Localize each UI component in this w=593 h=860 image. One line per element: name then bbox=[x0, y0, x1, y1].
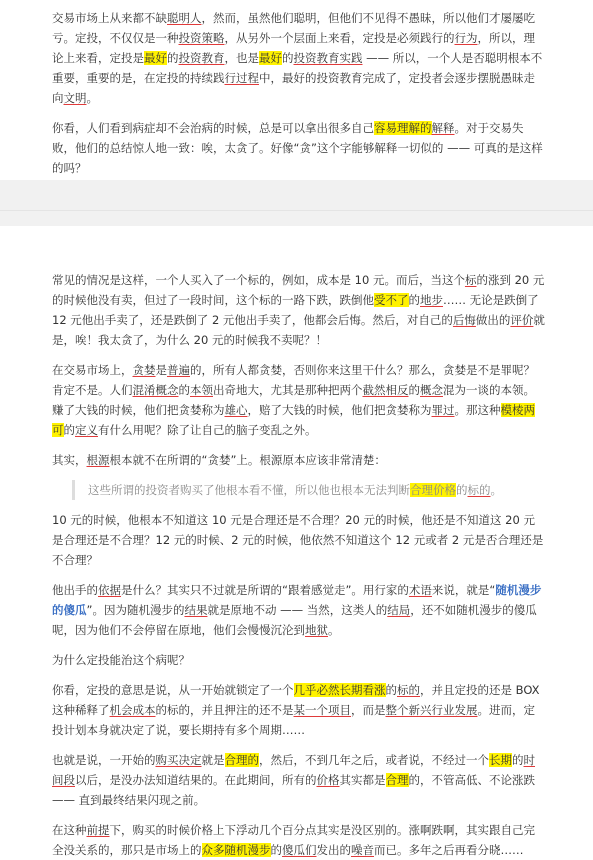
underlined-term: 噪音 bbox=[351, 843, 374, 857]
text-run: 出奇地大，尤其是那种把两个 bbox=[213, 383, 363, 397]
text-run: 而已。多年之后再看分晓…… bbox=[374, 843, 524, 857]
text-run: 的 bbox=[270, 843, 282, 857]
highlighted-term: 最好 bbox=[144, 51, 167, 65]
text-run: 。 bbox=[86, 91, 98, 105]
text-run: 在这种 bbox=[52, 823, 87, 837]
underlined-term: 整个新兴行业发展 bbox=[385, 703, 478, 717]
text-run: 。对于交易失败，他们的总结惊人地一致：唉，太贪了。好像“贪”这个字能够解释一切似的 —— 可真的是这样的吗？ bbox=[52, 121, 543, 175]
article-block-top bbox=[0, 0, 593, 180]
underlined-term: 依据 bbox=[98, 583, 121, 597]
text-run: —— 所以，一个人是否聪明根本不重要，重要的是，在定投的持续践 bbox=[52, 51, 543, 85]
underlined-term: 结果 bbox=[184, 603, 208, 617]
paragraph bbox=[52, 510, 545, 570]
underlined-term: 普遍 bbox=[167, 363, 190, 377]
text-run: 。 bbox=[328, 623, 340, 637]
underlined-term: 概念 bbox=[420, 383, 443, 397]
text-run: …… 无论是跌倒了 12 元他出手卖了，还是跌倒了 2 元他出手卖了，他都会后悔。然后，对自己的 bbox=[52, 293, 539, 327]
text-run: 常见的情况是这样，一个人买入了一个标的，例如，成本是 10 元。而后，当这个 bbox=[52, 273, 465, 287]
highlighted-term: 合理价格 bbox=[410, 483, 456, 497]
highlighted-term: 合理的 bbox=[224, 753, 259, 767]
paragraph bbox=[52, 360, 545, 440]
text-run: 。进而，定投计划本身就决定了说，要长期持有多个周期…… bbox=[52, 703, 535, 737]
text-run: 的 bbox=[63, 423, 75, 437]
text-run: ，赔了大钱的时候，他们把贪婪称为 bbox=[247, 403, 432, 417]
text-run: ，还不如随机漫步的傻瓜呢，因为他们不会停留在原地，他们会慢慢沉沦到 bbox=[52, 603, 537, 637]
text-run: 10 元的时候，他根本不知道这 10 元是合理还是不合理？20 元的时候，他还是不知道这 20 元是合理还是不合理？12 元的时候、2 元的时候，他依然不知道这个 12 元或者 2 元是否合理还是不合理？ bbox=[52, 513, 544, 567]
text-run: 中，最好的投资教育完成了，定投者会逐步摆脱愚昧走向 bbox=[52, 71, 535, 105]
text-run: 来说，就是“ bbox=[431, 583, 496, 597]
underlined-term: 定义 bbox=[75, 423, 98, 437]
text-run: 。 bbox=[490, 483, 502, 497]
text-run: ，从另外一个层面上来看，定投是必须践行的 bbox=[224, 31, 455, 45]
text-run: 的 bbox=[512, 753, 524, 767]
text-run: 的 bbox=[385, 683, 397, 697]
highlighted-term: 几乎必然长期看涨 bbox=[293, 683, 386, 697]
text-run: 你看，人们看到病症却不会治病的时候，总是可以拿出很多自己 bbox=[52, 121, 374, 135]
text-run: 发出的 bbox=[316, 843, 351, 857]
underlined-term: 贪婪 bbox=[132, 363, 156, 377]
underlined-term: 本领 bbox=[190, 383, 213, 397]
text-run: 的，所有人都贪婪，否则你来这里干什么？那么，贪婪是不是罪呢？肯定不是。人们 bbox=[52, 363, 535, 397]
text-run: 也就是说，一开始的 bbox=[52, 753, 156, 767]
underlined-term: 前提 bbox=[86, 823, 110, 837]
highlighted-term: 合理 bbox=[385, 773, 409, 787]
section-divider bbox=[0, 180, 593, 226]
text-run: 的 bbox=[408, 293, 420, 307]
text-run: 做出的 bbox=[475, 313, 511, 327]
text-run: ，而是 bbox=[351, 703, 386, 717]
underlined-term: 购买决定 bbox=[155, 753, 202, 767]
text-run: 的 bbox=[456, 483, 468, 497]
text-run: 混为一谈的本领。赚了大钱的时候，他们把贪婪称为 bbox=[52, 383, 535, 417]
underlined-term: 行过程 bbox=[224, 71, 259, 85]
text-run: 就是 bbox=[201, 753, 225, 767]
underlined-term: 截然相反 bbox=[362, 383, 409, 397]
paragraph bbox=[52, 680, 545, 740]
text-run: 的 bbox=[167, 51, 179, 65]
divider-line bbox=[0, 210, 593, 211]
text-run: 是 bbox=[155, 363, 167, 377]
underlined-term: 某一个项目 bbox=[293, 703, 351, 717]
underlined-term: 聪明人 bbox=[167, 11, 202, 25]
underlined-term: 傻瓜们 bbox=[282, 843, 317, 857]
text-run: 的 bbox=[178, 383, 190, 397]
underlined-term: 标的 bbox=[397, 683, 420, 697]
highlighted-term: 模棱两可 bbox=[52, 403, 535, 437]
text-run: 这些所谓的投资者购买了他根本看不懂，所以他也根本无法判断 bbox=[88, 483, 410, 497]
underlined-term: 时间段 bbox=[52, 753, 535, 787]
text-run: 以后，是没办法知道结果的。在此期间，所有的 bbox=[75, 773, 317, 787]
text-run: 的 bbox=[282, 51, 294, 65]
paragraph bbox=[52, 118, 545, 178]
underlined-term: 评价 bbox=[510, 313, 534, 327]
text-run: ，所以，理论上来看，定投是 bbox=[52, 31, 535, 65]
underlined-term: 投资教育实践 bbox=[293, 51, 363, 65]
underlined-term: 地狱 bbox=[305, 623, 328, 637]
text-run: 在交易市场上， bbox=[52, 363, 133, 377]
text-run: 的涨到 20 元的时候他没有卖，但过了一段时间，这个标的一路下跌，跌倒他 bbox=[52, 273, 545, 307]
paragraph bbox=[52, 820, 545, 860]
text-run: 你看，定投的意思是说，从一开始就锁定了一个 bbox=[52, 683, 294, 697]
highlighted-term: 众多随机漫步 bbox=[201, 843, 271, 857]
text-run: 根本就不在所谓的“贪婪”上。根源原本应该非常清楚： bbox=[109, 453, 386, 467]
underlined-term: 投资策略 bbox=[178, 31, 225, 45]
text-run: ，并且定投的还是 BOX 这种稀释了 bbox=[52, 683, 540, 717]
article-block-main bbox=[0, 226, 593, 857]
underlined-term: 结局 bbox=[387, 603, 411, 617]
text-run: 的，不管高低、不论涨跌 —— 直到最终结果闪现之前。 bbox=[52, 773, 535, 807]
emphasized-term: 随机漫步的傻瓜 bbox=[52, 583, 542, 617]
text-run: 下，购买的时候价格上下浮动几个百分点其实是没区别的。涨啊跌啊，其实跟自己完全没关系的，那只是市场上的 bbox=[52, 823, 535, 857]
text-run: 他出手的 bbox=[52, 583, 98, 597]
underlined-term: 文明 bbox=[63, 91, 87, 105]
underlined-term: 罪过 bbox=[431, 403, 455, 417]
text-run: 其实都是 bbox=[339, 773, 386, 787]
highlighted-term: 最好 bbox=[259, 51, 282, 65]
text-run: 有什么用呢？除了让自己的脑子变乱之外。 bbox=[98, 423, 317, 437]
paragraph bbox=[52, 750, 545, 810]
underlined-term: 术语 bbox=[408, 583, 432, 597]
paragraph bbox=[52, 270, 545, 350]
underlined-term: 混淆概念 bbox=[132, 383, 179, 397]
text-run: 。那这种 bbox=[454, 403, 501, 417]
highlighted-term: 容易理解的 bbox=[374, 121, 432, 135]
text-run: 的标的，并且押注的还不是 bbox=[155, 703, 294, 717]
text-run: ，然而，虽然他们聪明，但他们不见得不愚昧，所以他们才屡屡吃亏。定投，不仅仅是一种 bbox=[52, 11, 535, 45]
underlined-term: 雄心 bbox=[224, 403, 248, 417]
underlined-term: 投资教育 bbox=[178, 51, 225, 65]
underlined-term: 标 bbox=[464, 273, 477, 287]
underlined-term: 标的 bbox=[467, 483, 491, 497]
text-run: ，然后，不到几年之后，或者说，不经过一个 bbox=[259, 753, 489, 767]
text-run: 为什么定投能治这个病呢？ bbox=[52, 653, 190, 667]
underlined-term: 行为 bbox=[454, 31, 478, 45]
highlighted-term: 受不了 bbox=[374, 293, 409, 307]
paragraph bbox=[52, 580, 545, 640]
underlined-term: 价格 bbox=[316, 773, 340, 787]
underlined-term: 地步 bbox=[420, 293, 443, 307]
underlined-term: 机会成本 bbox=[109, 703, 156, 717]
underlined-term: 后悔 bbox=[452, 313, 476, 327]
text-run: ”。因为随机漫步的 bbox=[86, 603, 185, 617]
block-top-content bbox=[52, 8, 545, 178]
paragraph bbox=[52, 450, 545, 470]
text-run: 就是，唉！我太贪了，为什么 20 元的时候我不卖呢？！ bbox=[52, 313, 545, 347]
highlighted-term: 长期 bbox=[489, 753, 512, 767]
text-run: 的 bbox=[408, 383, 420, 397]
paragraph bbox=[52, 8, 545, 108]
blockquote bbox=[72, 480, 545, 500]
underlined-term: 根源 bbox=[86, 453, 110, 467]
underlined-term: 解释 bbox=[431, 121, 455, 135]
paragraph bbox=[52, 650, 545, 670]
text-run: ，也是 bbox=[224, 51, 259, 65]
text-run: 交易市场上从来都不缺 bbox=[52, 11, 167, 25]
text-run: 就是原地不动 —— 当然，这类人的 bbox=[207, 603, 388, 617]
text-run: 其实， bbox=[52, 453, 87, 467]
text-run: 是什么？其实只不过就是所谓的“跟着感觉走”。用行家的 bbox=[121, 583, 409, 597]
block-main-content bbox=[52, 270, 545, 860]
